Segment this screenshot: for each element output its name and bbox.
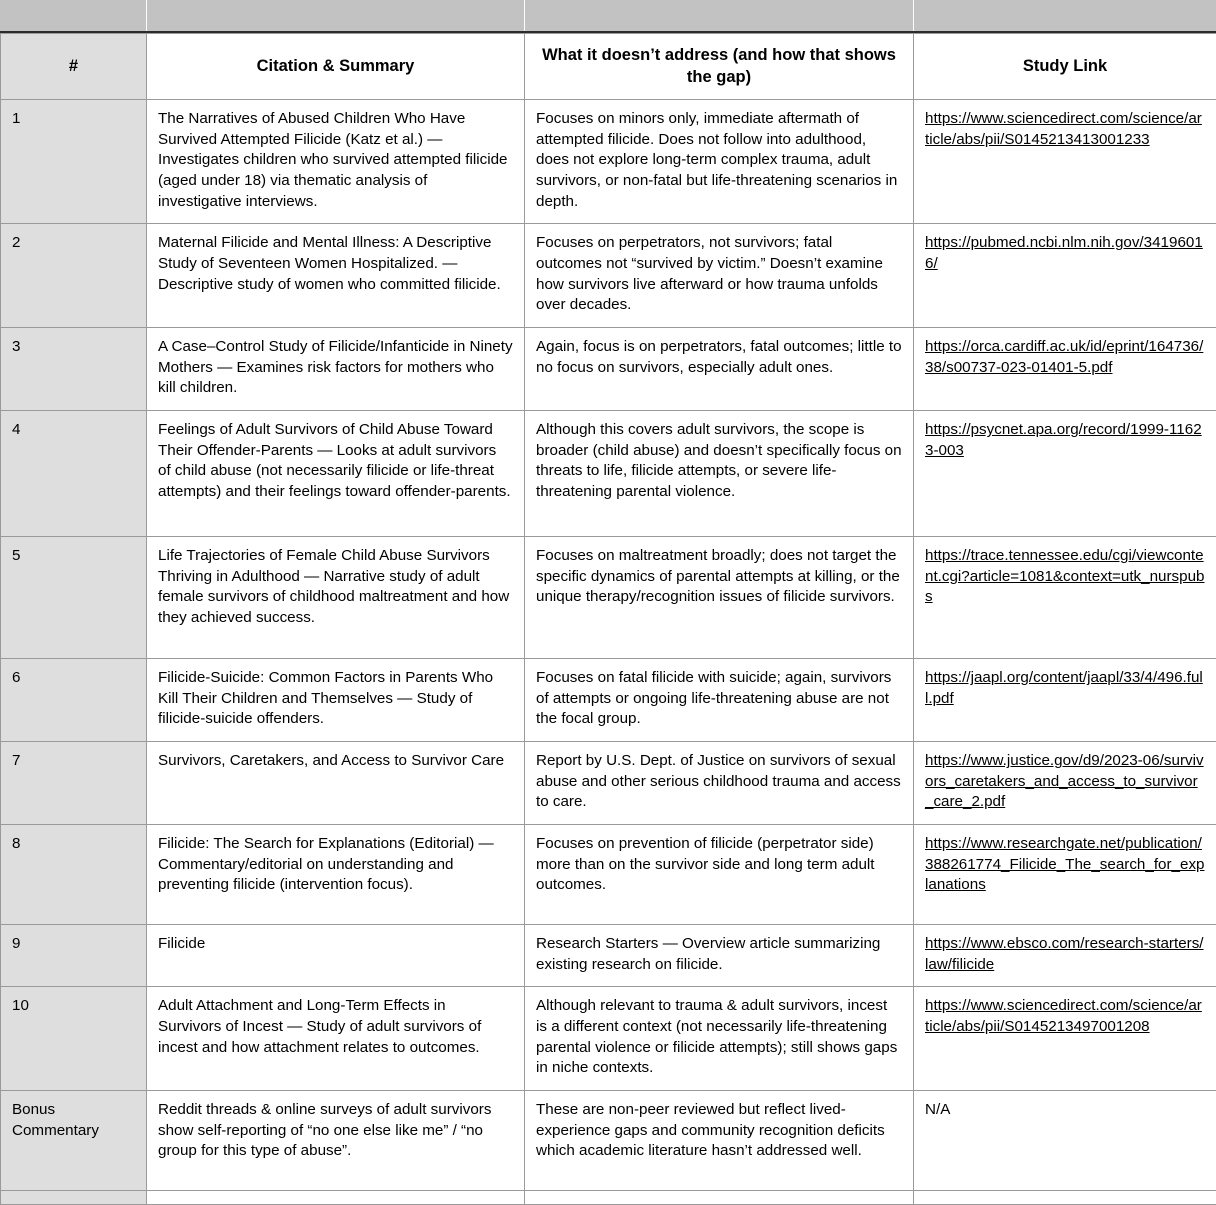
study-link-cell[interactable] — [914, 925, 1216, 987]
citation-summary-cell: Survivors, Caretakers, and Access to Survivor Care — [147, 742, 525, 825]
table-row — [1, 100, 1216, 224]
gap-description-cell: Focuses on minors only, immediate aftermath of attempted filicide. Does not follow into adulthood, does not explore long-term complex trauma, adult survivors, or non-fatal but life-threatening scenarios in depth. — [525, 100, 914, 224]
study-link[interactable]: https://www.sciencedirect.com/science/article/abs/pii/S0145213497001208 — [925, 997, 1202, 1035]
gap-description-cell: Although relevant to trauma & adult survivors, incest is a different context (not necessarily life-threatening parental violence or filicide attempts); still shows gaps in niche contexts. — [525, 987, 914, 1091]
row-number-cell: 2 — [1, 224, 147, 328]
table-header-row — [1, 34, 1216, 100]
gap-description-cell: Report by U.S. Dept. of Justice on survivors of sexual abuse and other serious childhood trauma and access to care. — [525, 742, 914, 825]
row-number-cell: 4 — [1, 411, 147, 537]
gap-description-cell: Focuses on fatal filicide with suicide; again, survivors of attempts or ongoing life-threatening abuse are not the focal group. — [525, 659, 914, 742]
column-band-cell-1 — [0, 0, 146, 31]
gap-description-cell: These are non-peer reviewed but reflect lived-experience gaps and community recognition deficits which academic literature hasn’t addressed well. — [525, 1091, 914, 1191]
table-row — [1, 825, 1216, 925]
study-link[interactable]: https://www.ebsco.com/research-starters/law/filicide — [925, 935, 1204, 973]
table-row — [1, 659, 1216, 742]
table-row-partial — [1, 1191, 1216, 1205]
study-link-cell-partial — [914, 1191, 1216, 1205]
citation-summary-cell: Reddit threads & online surveys of adult survivors show self-reporting of “no one else like me” / “no group for this type of abuse”. — [147, 1091, 525, 1191]
gap-description-cell: Research Starters — Overview article summarizing existing research on filicide. — [525, 925, 914, 987]
table-row — [1, 987, 1216, 1091]
citation-summary-cell: Feelings of Adult Survivors of Child Abuse Toward Their Offender-Parents — Looks at adult survivors of child abuse (not necessarily filicide or life-threat attempts) and their feelings toward offender-parents. — [147, 411, 525, 537]
gap-description-cell: Focuses on maltreatment broadly; does not target the specific dynamics of parental attempts at killing, or the unique therapy/recognition issues of filicide survivors. — [525, 537, 914, 659]
gap-description-cell: Focuses on perpetrators, not survivors; fatal outcomes not “survived by victim.” Doesn’t examine how survivors live afterward or how trauma unfolds over decades. — [525, 224, 914, 328]
row-number-cell: 7 — [1, 742, 147, 825]
citation-summary-cell: Maternal Filicide and Mental Illness: A Descriptive Study of Seventeen Women Hospitalized. — Descriptive study of women who committed filicide. — [147, 224, 525, 328]
study-link-cell[interactable] — [914, 411, 1216, 537]
citation-summary-cell: Filicide-Suicide: Common Factors in Parents Who Kill Their Children and Themselves — Study of filicide-suicide offenders. — [147, 659, 525, 742]
study-link[interactable]: https://orca.cardiff.ac.uk/id/eprint/164736/38/s00737-023-01401-5.pdf — [925, 338, 1203, 376]
citation-summary-cell: Adult Attachment and Long-Term Effects in Survivors of Incest — Study of adult survivors of incest and how attachment relates to outcomes. — [147, 987, 525, 1091]
studies-table — [0, 33, 1216, 1205]
row-number-cell: Bonus Commentary — [1, 1091, 147, 1191]
gap-description-cell: Although this covers adult survivors, the scope is broader (child abuse) and doesn’t specifically focus on threats to life, filicide attempts, or severe life-threatening parental violence. — [525, 411, 914, 537]
table-row — [1, 328, 1216, 411]
gap-description-cell: Again, focus is on perpetrators, fatal outcomes; little to no focus on survivors, especially adult ones. — [525, 328, 914, 411]
column-band-cell-3 — [524, 0, 913, 31]
study-link-cell[interactable] — [914, 742, 1216, 825]
column-header-citation-summary: Citation & Summary — [147, 34, 525, 100]
row-number-cell: 10 — [1, 987, 147, 1091]
citation-summary-cell: Life Trajectories of Female Child Abuse Survivors Thriving in Adulthood — Narrative study of adult female survivors of childhood maltreatment and how they achieved success. — [147, 537, 525, 659]
study-link-cell[interactable] — [914, 825, 1216, 925]
study-link[interactable]: https://www.sciencedirect.com/science/article/abs/pii/S0145213413001233 — [925, 110, 1202, 148]
citation-summary-cell: A Case–Control Study of Filicide/Infanticide in Ninety Mothers — Examines risk factors for mothers who kill children. — [147, 328, 525, 411]
column-band-cell-4 — [913, 0, 1216, 31]
study-link-na-label: N/A — [925, 1101, 950, 1118]
study-link-cell[interactable] — [914, 987, 1216, 1091]
table-row — [1, 224, 1216, 328]
citation-summary-cell: The Narratives of Abused Children Who Have Survived Attempted Filicide (Katz et al.) — Investigates children who survived attempted filicide (aged under 18) via thematic analysis of investigative interviews. — [147, 100, 525, 224]
citation-summary-cell-partial — [147, 1191, 525, 1205]
row-number-cell: 8 — [1, 825, 147, 925]
column-band-cell-2 — [146, 0, 524, 31]
gap-description-cell-partial — [525, 1191, 914, 1205]
study-link[interactable]: https://psycnet.apa.org/record/1999-11623-003 — [925, 421, 1202, 459]
citation-summary-cell: Filicide: The Search for Explanations (Editorial) — Commentary/editorial on understanding and preventing filicide (intervention focus). — [147, 825, 525, 925]
study-link[interactable]: https://trace.tennessee.edu/cgi/viewcontent.cgi?article=1081&context=utk_nurspubs — [925, 547, 1204, 605]
study-link[interactable]: https://www.researchgate.net/publication/388261774_Filicide_The_search_for_explanations — [925, 835, 1204, 893]
row-number-cell: 3 — [1, 328, 147, 411]
column-header-number: # — [1, 34, 147, 100]
spreadsheet-column-band — [0, 0, 1216, 33]
study-link-cell — [914, 1091, 1216, 1191]
citation-summary-cell: Filicide — [147, 925, 525, 987]
study-link-cell[interactable] — [914, 328, 1216, 411]
row-number-cell-partial — [1, 1191, 147, 1205]
study-link[interactable]: https://jaapl.org/content/jaapl/33/4/496.full.pdf — [925, 669, 1203, 707]
study-link[interactable]: https://pubmed.ncbi.nlm.nih.gov/34196016/ — [925, 234, 1203, 272]
row-number-cell: 6 — [1, 659, 147, 742]
study-link-cell[interactable] — [914, 100, 1216, 224]
study-link[interactable]: https://www.justice.gov/d9/2023-06/survivors_caretakers_and_access_to_survivor_care_2.pdf — [925, 752, 1204, 810]
table-row — [1, 742, 1216, 825]
row-number-cell: 9 — [1, 925, 147, 987]
row-number-cell: 5 — [1, 537, 147, 659]
table-row — [1, 925, 1216, 987]
column-header-what-it-doesnt-address: What it doesn’t address (and how that shows the gap) — [525, 34, 914, 100]
table-row — [1, 1091, 1216, 1191]
table-row — [1, 411, 1216, 537]
column-header-study-link: Study Link — [914, 34, 1216, 100]
study-link-cell[interactable] — [914, 537, 1216, 659]
gap-description-cell: Focuses on prevention of filicide (perpetrator side) more than on the survivor side and long term adult outcomes. — [525, 825, 914, 925]
study-link-cell[interactable] — [914, 659, 1216, 742]
study-link-cell[interactable] — [914, 224, 1216, 328]
row-number-cell: 1 — [1, 100, 147, 224]
table-row — [1, 537, 1216, 659]
